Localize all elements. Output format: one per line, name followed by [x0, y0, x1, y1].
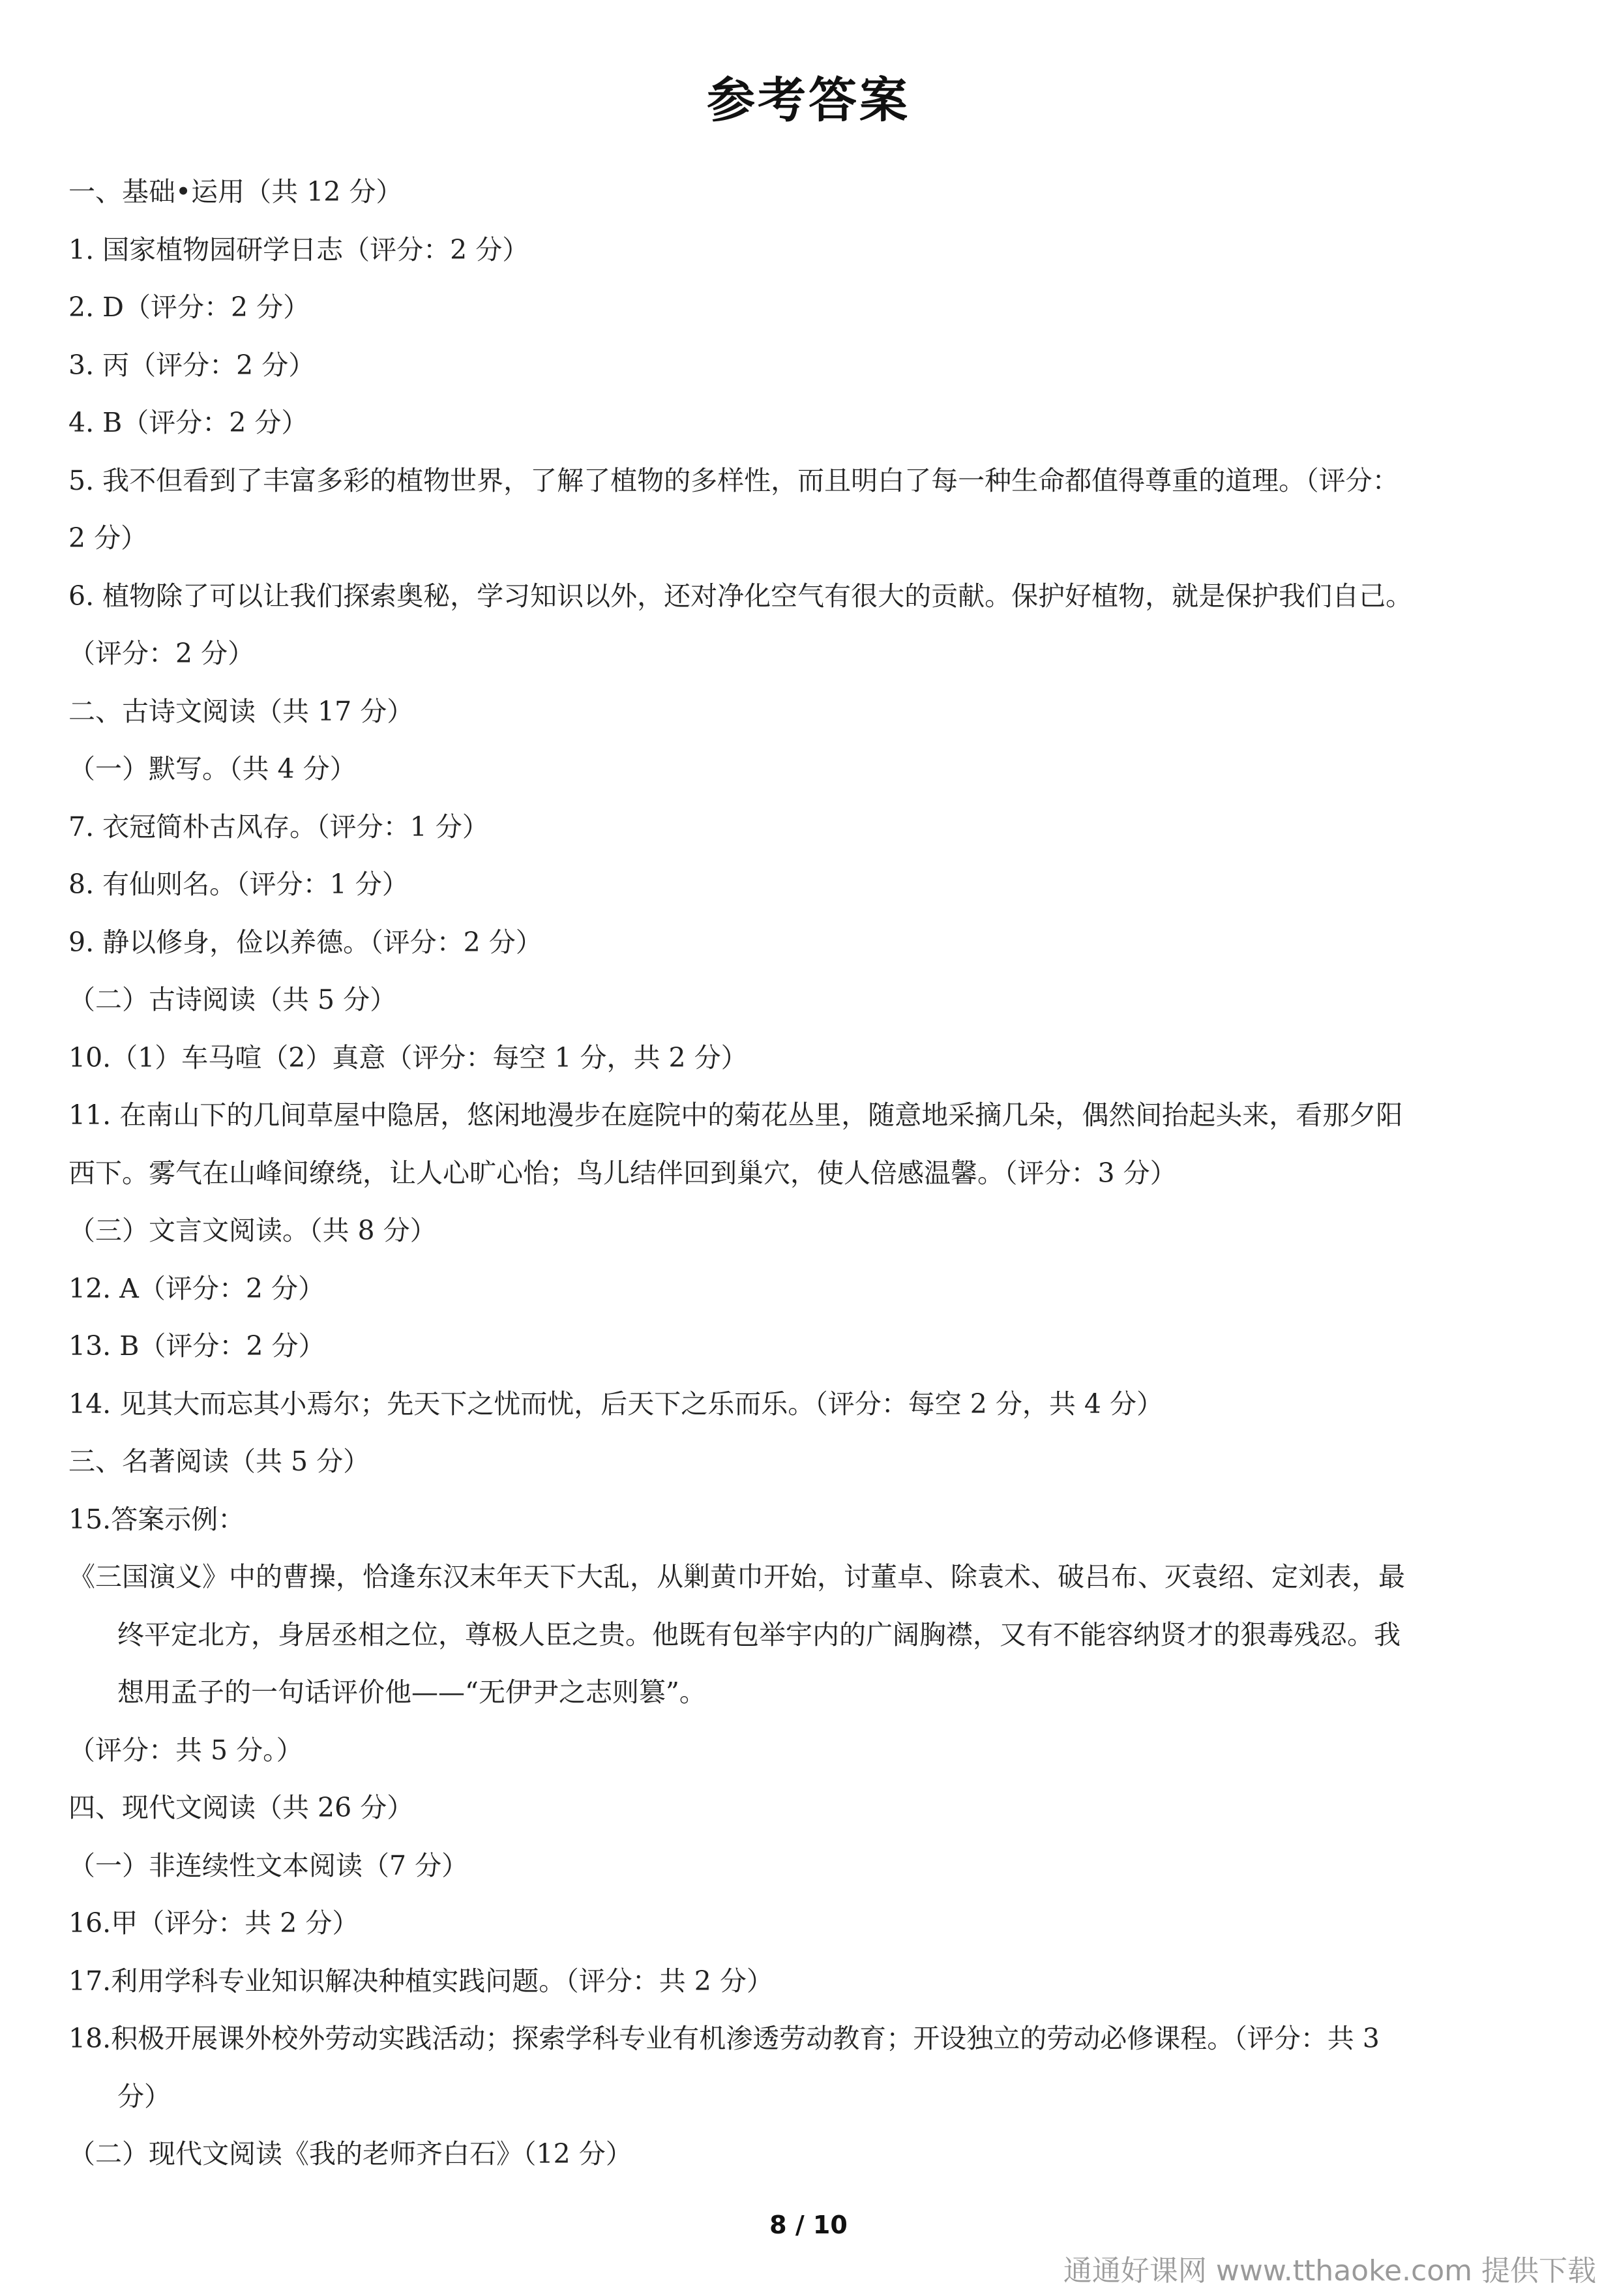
answer-example-line: 想用孟子的一句话评价他——“无伊尹之志则篡”。 [117, 1677, 706, 1708]
answer-line: （评分：共 5 分。） [68, 1734, 303, 1766]
subsection-heading: （二）现代文阅读《我的老师齐白石》（12 分） [68, 2138, 632, 2169]
answer-line-continued: 分） [117, 2080, 171, 2112]
answer-line: 3. 丙（评分：2 分） [68, 349, 316, 381]
answer-line-continued: （评分：2 分） [68, 638, 255, 669]
answer-line-continued: 西下。雾气在山峰间缭绕，让人心旷心怡；鸟儿结伴回到巢穴，使人倍感温馨。（评分：3 分） [68, 1157, 1177, 1189]
section-heading-2: 二、古诗文阅读（共 17 分） [68, 695, 414, 727]
answer-example-line: 终平定北方，身居丞相之位，尊极人臣之贵。他既有包举宇内的广阔胸襟，又有不能容纳贤才的狠毒残忍。我 [117, 1618, 1401, 1650]
answer-line: 9. 静以修身，俭以养德。（评分：2 分） [68, 926, 542, 958]
page-number: 8 / 10 [769, 2211, 848, 2239]
answer-line: 8. 有仙则名。（评分：1 分） [68, 869, 409, 900]
answer-line: 11. 在南山下的几间草屋中隐居，悠闲地漫步在庭院中的菊花丛里，随意地采摘几朵，偶然间抬起头来，看那夕阳 [68, 1099, 1403, 1131]
watermark: 通通好课网 www.tthaoke.com 提供下载 [1063, 2254, 1596, 2288]
answer-line: 4. B（评分：2 分） [68, 407, 308, 438]
subsection-heading: （三）文言文阅读。（共 8 分） [68, 1215, 437, 1246]
answer-line: 18.积极开展课外校外劳动实践活动；探索学科专业有机渗透劳动教育；开设独立的劳动必修课程。（评分：共 3 [68, 2023, 1380, 2054]
section-heading-3: 三、名著阅读（共 5 分） [68, 1446, 370, 1477]
answer-line: 1. 国家植物园研学日志（评分：2 分） [68, 233, 529, 265]
answer-line: 2. D（评分：2 分） [68, 291, 310, 323]
answer-line: 5. 我不但看到了丰富多彩的植物世界，了解了植物的多样性，而且明白了每一种生命都值得尊重的道理。（评分： [68, 464, 1399, 496]
answer-line-continued: 2 分） [68, 522, 148, 554]
subsection-heading: （二）古诗阅读（共 5 分） [68, 984, 397, 1015]
section-heading-4: 四、现代文阅读（共 26 分） [68, 1792, 414, 1823]
answer-line: 14. 见其大而忘其小焉尔；先天下之忧而忧，后天下之乐而乐。（评分：每空 2 分，共 4 分） [68, 1388, 1164, 1420]
subsection-heading: （一）非连续性文本阅读（7 分） [68, 1849, 469, 1881]
answer-content [68, 163, 1562, 2183]
answer-example-line: 《三国演义》中的曹操，恰逢东汉末年天下大乱，从剿黄巾开始，讨董卓、除袁术、破吕布、灭袁绍、定刘表，最 [68, 1561, 1405, 1592]
answer-line: 12. A（评分：2 分） [68, 1272, 325, 1304]
answer-line: 6. 植物除了可以让我们探索奥秘，学习知识以外，还对净化空气有很大的贡献。保护好植物，就是保护我们自己。 [68, 580, 1413, 612]
answer-line: 7. 衣冠简朴古风存。（评分：1 分） [68, 811, 489, 842]
answer-line: 10.（1）车马喧（2）真意（评分：每空 1 分，共 2 分） [68, 1041, 748, 1073]
page-title: 参考答案 [707, 72, 910, 128]
subsection-heading: （一）默写。（共 4 分） [68, 753, 357, 784]
answer-line: 16.甲（评分：共 2 分） [68, 1907, 359, 1939]
answer-line: 15.答案示例： [68, 1503, 245, 1535]
answer-line: 13. B（评分：2 分） [68, 1330, 325, 1362]
section-heading-1: 一、基础•运用（共 12 分） [68, 176, 403, 207]
answer-line: 17.利用学科专业知识解决种植实践问题。（评分：共 2 分） [68, 1965, 773, 1997]
